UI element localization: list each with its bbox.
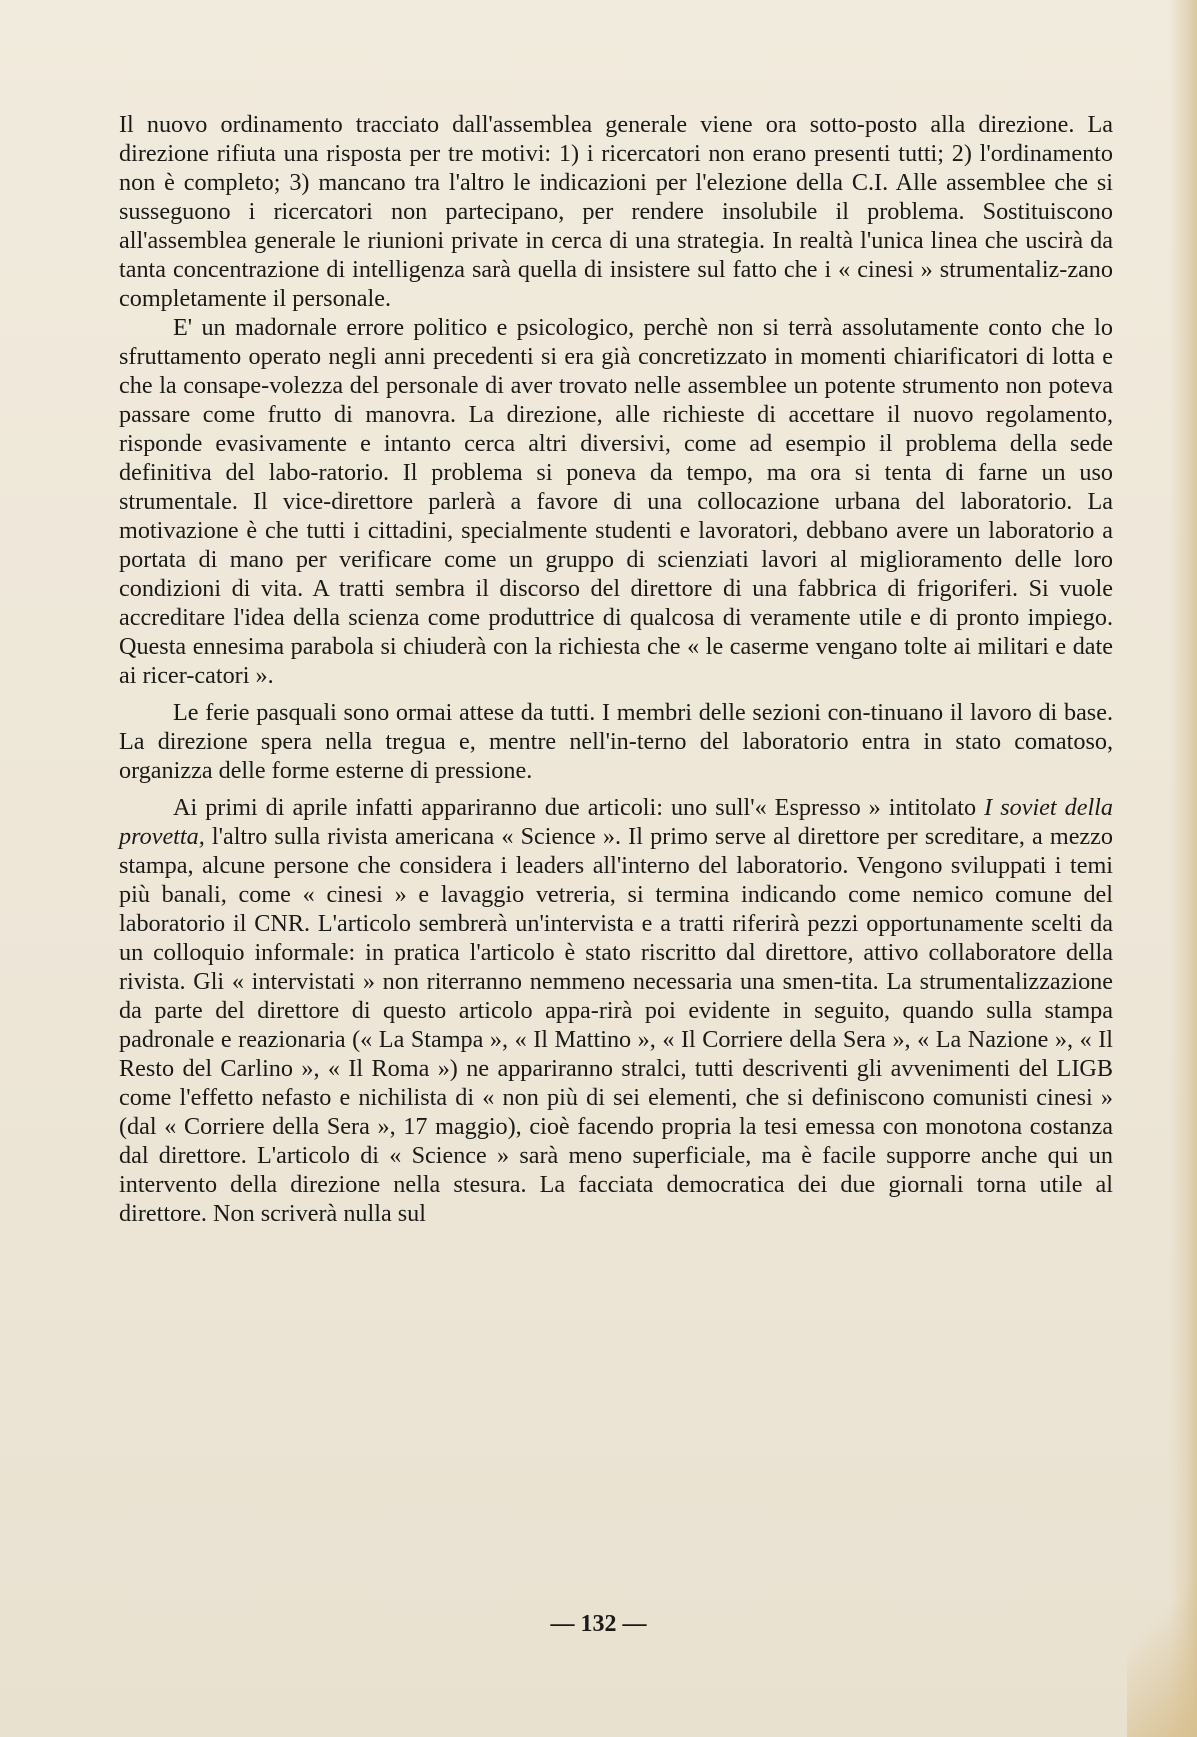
page-number: — 132 — — [550, 1611, 647, 1637]
paragraph-2-text: E' un madornale errore politico e psicologico, perchè non si terrà assolutamente conto che lo sfruttamento operato negli anni precedenti si era già concretizzato in momenti chiarificatori di lotta e che la consape-volezza del personale di aver trovato nelle assemblee un potente strumento non poteva passare come frutto di manovra. La direzione, alle richieste di accettare il nuovo regolamento, risponde evasivamente e intanto cerca altri diversivi, come ad esempio il problema della sede definitiva del labo-ratorio. Il problema si poneva da tempo, ma ora si tenta di farne un uso strumentale. Il vice-direttore parlerà a favore di una collocazione urbana del laboratorio. La motivazione è che tutti i cittadini, specialmente studenti e lavoratori, debbano avere un laboratorio a portata di mano per verificare come un gruppo di scienziati lavori al miglioramento delle loro condizioni di vita. A tratti sembra il discorso del direttore di una fabbrica di frigoriferi. Si vuole accreditare l'idea della scienza come produttrice di qualcosa di veramente utile e di pronto impiego. Questa ennesima parabola si chiuderà con la richiesta che « le caserme vengano tolte ai militari e date ai ricer-catori ». — [119, 314, 1113, 689]
paragraph-4-text-end: l'altro sulla rivista americana « Science ». Il primo serve al direttore per screditare, a mezzo stampa, alcune persone che considera i leaders all'interno del laboratorio. Vengono sviluppati i temi più banali, come « cinesi » e lavaggio vetreria, si termina indicando come nemico comune del laboratorio il CNR. L'articolo sembrerà un'intervista e a tratti riferirà pezzi opportunamente scelti da un colloquio informale: in pratica l'articolo è stato riscritto dal direttore, attivo collaboratore della rivista. Gli « intervistati » non riterranno nemmeno necessaria una smen-tita. La strumentalizzazione da parte del direttore di questo articolo appa-rirà poi evidente in seguito, quando sulla stampa padronale e reazionaria (« La Stampa », « Il Mattino », « Il Corriere della Sera », « La Nazione », « Il Resto del Carlino », « Il Roma ») ne appariranno stralci, tutti descriventi gli avvenimenti del LIGB come l'effetto nefasto e nichilista di « non più di sei elementi, che si definiscono comunisti cinesi » (dal « Corriere della Sera », 17 maggio), cioè facendo propria la tesi emessa con monotona costanza dal direttore. L'articolo di « Science » sarà meno superficiale, ma è facile supporre anche qui un intervento della direzione nella stesura. La facciata democratica dei due giornali torna utile al direttore. Non scriverà nulla sul — [119, 823, 1113, 1227]
paragraph-4-text-start: Ai primi di aprile infatti appariranno due articoli: uno sull'« Espresso » intitolato — [173, 794, 985, 821]
body-text — [119, 110, 1113, 1228]
paragraph-3 — [119, 698, 1113, 785]
paragraph-1 — [119, 110, 1113, 313]
paragraph-3-text: Le ferie pasquali sono ormai attese da tutti. I membri delle sezioni con-tinuano il lavoro di base. La direzione spera nella tregua e, mentre nell'in-terno del laboratorio entra in stato comatoso, organizza delle forme esterne di pressione. — [119, 699, 1113, 784]
paragraph-4 — [119, 793, 1113, 1228]
article-title-italic: I soviet della provetta, — [119, 794, 1113, 850]
page-edge-shadow — [1169, 0, 1197, 1737]
paragraph-2 — [119, 313, 1113, 690]
paragraph-1-text: Il nuovo ordinamento tracciato dall'assemblea generale viene ora sotto-posto alla direzione. La direzione rifiuta una risposta per tre motivi: 1) i ricercatori non erano presenti tutti; 2) l'ordinamento non è completo; 3) mancano tra l'altro le indicazioni per l'elezione della C.I. Alle assemblee che si susseguono i ricercatori non partecipano, per rendere insolubile il problema. Sostituiscono all'assemblea generale le riunioni private in cerca di una strategia. In realtà l'unica linea che uscirà da tanta concentrazione di intelligenza sarà quella di insistere sul fatto che i « cinesi » strumentaliz-zano completamente il personale. — [119, 111, 1113, 312]
